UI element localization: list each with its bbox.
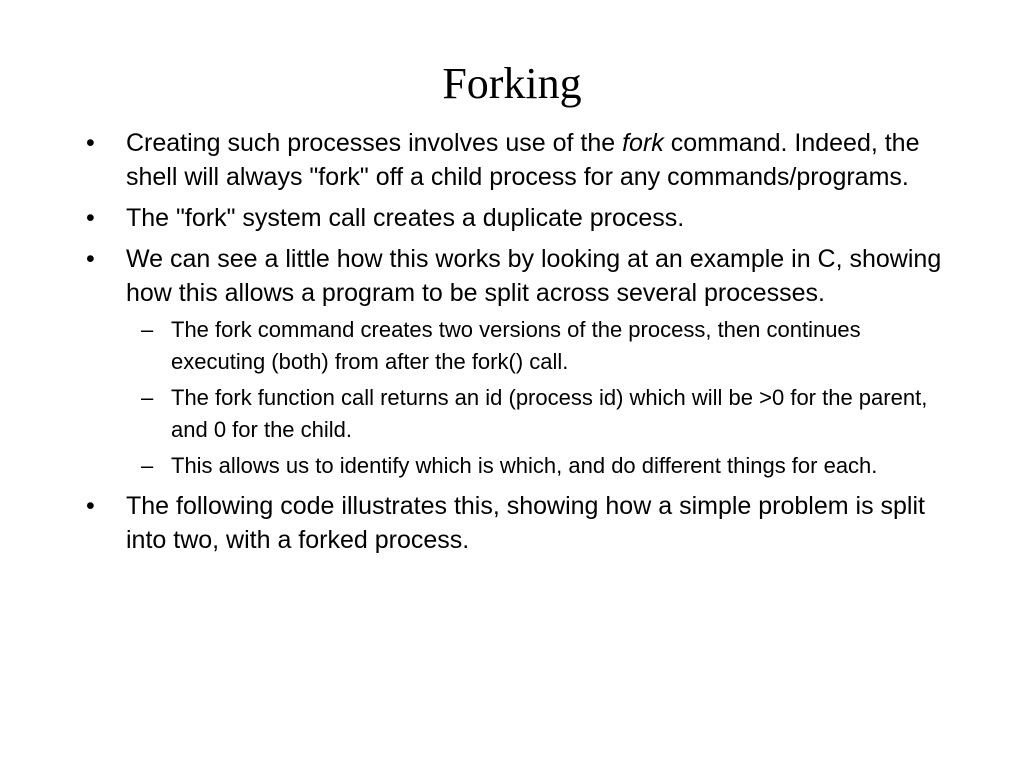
bullet-text: [126, 129, 920, 191]
dash-marker: –: [141, 453, 154, 478]
dash-marker: –: [141, 385, 154, 410]
bullet-list: [86, 126, 946, 557]
dash-marker: –: [141, 317, 154, 342]
slide-content: [86, 126, 946, 564]
bullet-item: [86, 201, 946, 235]
bullet-marker: •: [86, 245, 95, 273]
sub-bullet-item: [126, 382, 946, 446]
bullet-item: [86, 126, 946, 194]
bullet-text: The following code illustrates this, showing how a simple problem is split into two, with a forked process.: [126, 492, 925, 554]
bullet-text-part: command. Indeed, the shell will always "fork" off a child process for any commands/programs.: [126, 129, 920, 191]
bullet-item: [86, 242, 946, 482]
sub-bullet-text: The fork function call returns an id (process id) which will be >0 for the parent, and 0 for the child.: [171, 385, 928, 442]
sub-bullet-item: [126, 450, 946, 482]
sub-bullet-text: The fork command creates two versions of the process, then continues executing (both) from after the fork() call.: [171, 317, 861, 374]
slide-title: Forking: [442, 59, 582, 108]
bullet-text: The "fork" system call creates a duplicate process.: [126, 204, 685, 232]
bullet-marker: •: [86, 492, 95, 520]
bullet-marker: •: [86, 204, 95, 232]
emphasis-text: fork: [622, 129, 664, 157]
bullet-text: We can see a little how this works by looking at an example in C, showing how this allows a program to be split across several processes.: [126, 245, 942, 307]
bullet-item: [86, 489, 946, 557]
sub-bullet-list: [126, 314, 946, 482]
sub-bullet-item: [126, 314, 946, 378]
bullet-text-part: Creating such processes involves use of the: [126, 129, 623, 157]
bullet-marker: •: [86, 129, 95, 157]
sub-bullet-text: This allows us to identify which is which, and do different things for each.: [171, 453, 878, 478]
